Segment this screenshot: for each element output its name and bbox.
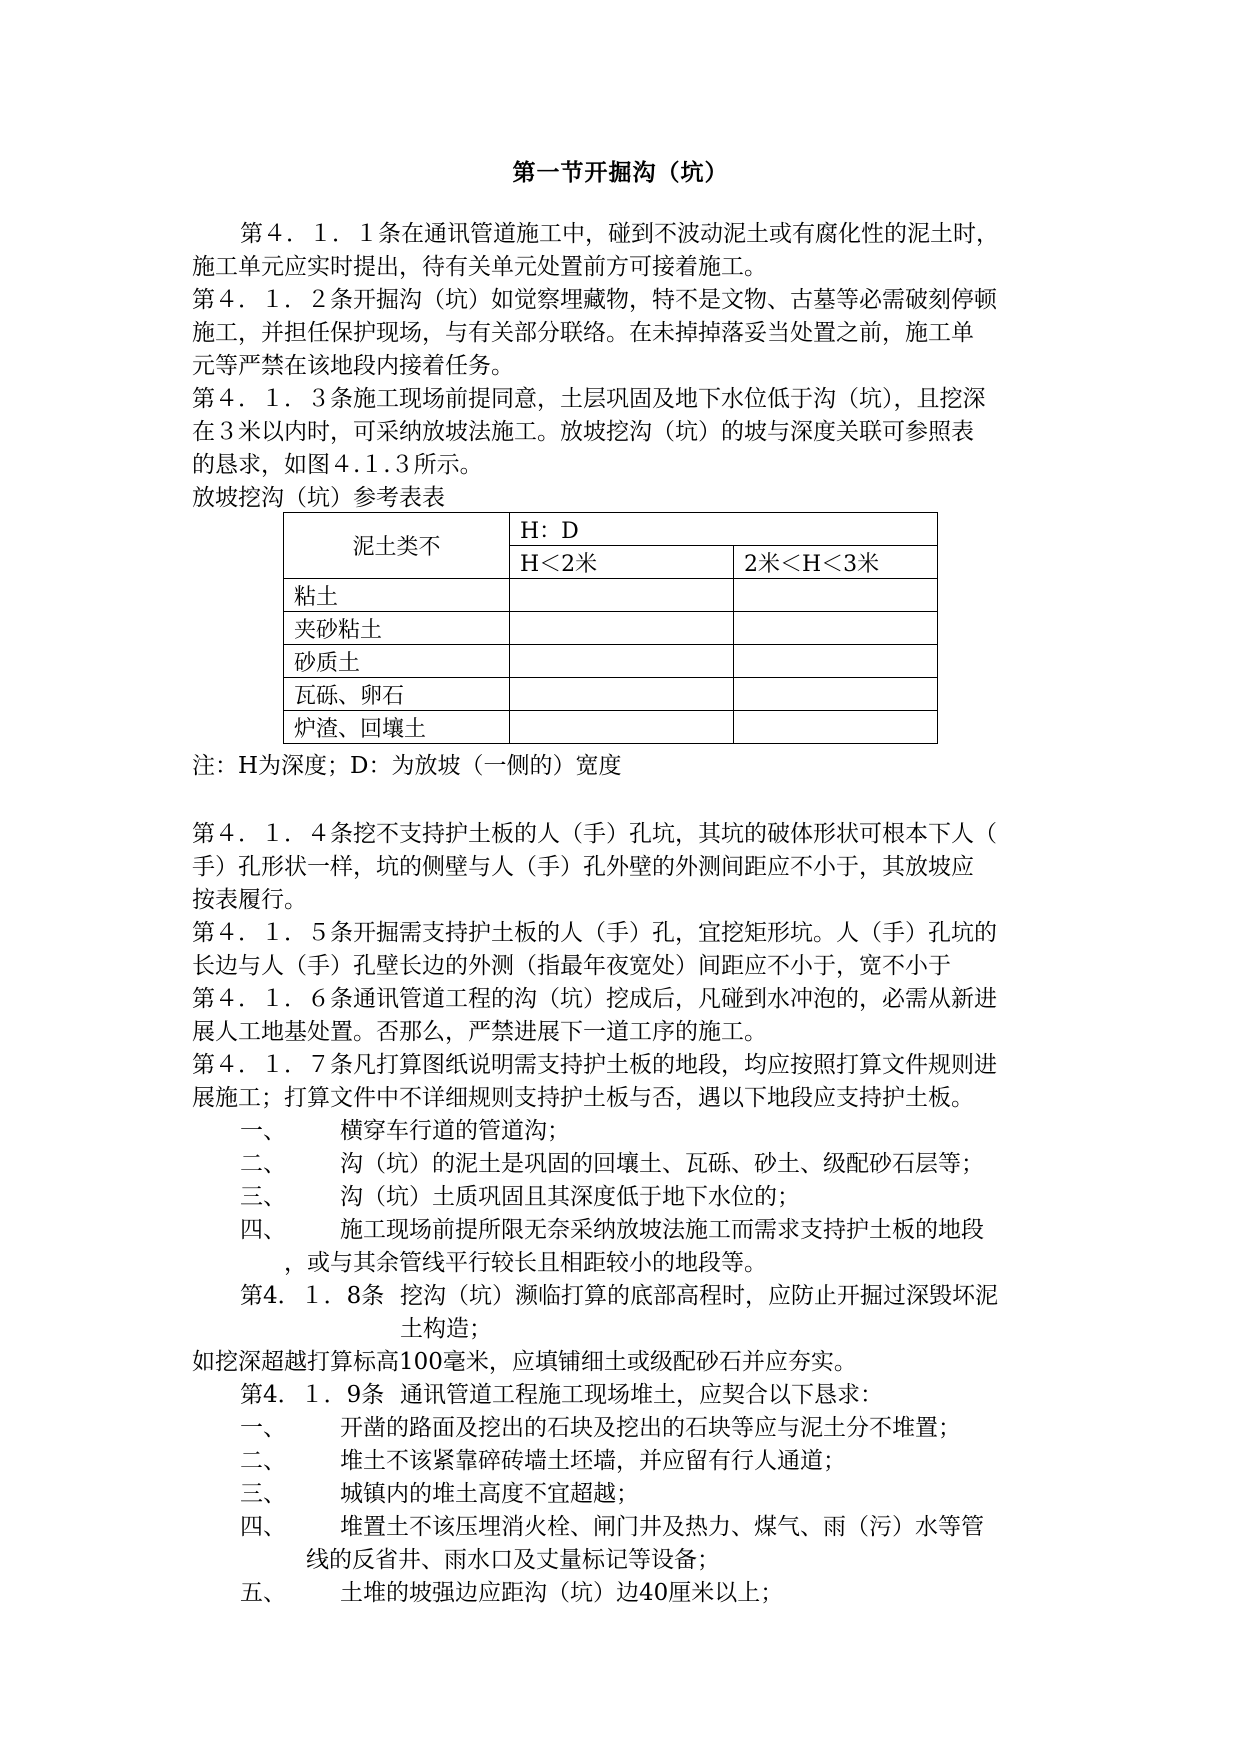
table-row xyxy=(284,645,938,678)
table-note: 注：H为深度；D：为放坡（一侧的）宽度 xyxy=(192,753,622,779)
table-header-cell: 泥土类不 xyxy=(284,513,510,579)
paragraph-line: 第４．１．４条挖不支持护土板的人（手）孔坑，其坑的破体形状可根本下人（ xyxy=(192,821,997,847)
list-number: 二、 xyxy=(240,1151,286,1177)
article-number: 第4．１．9条 xyxy=(240,1382,385,1408)
list-number: 四、 xyxy=(240,1217,286,1243)
paragraph-line: 第４．１．３条施工现场前提同意，土层巩固及地下水位低于沟（坑），且挖深 xyxy=(192,386,986,412)
list-number: 三、 xyxy=(240,1184,286,1210)
list-number: 五、 xyxy=(240,1580,286,1606)
table-cell xyxy=(734,612,938,645)
article-text: 土构造； xyxy=(400,1316,492,1342)
table-cell xyxy=(734,678,938,711)
table-cell xyxy=(510,612,734,645)
table-cell xyxy=(734,579,938,612)
list-number: 二、 xyxy=(240,1448,286,1474)
list-item: 沟（坑）的泥土是巩固的回壤土、瓦砾、砂土、级配砂石层等； xyxy=(340,1151,984,1177)
table-header-row xyxy=(284,513,938,546)
paragraph-line: 元等严禁在该地段内接着任务。 xyxy=(192,353,514,379)
paragraph-line: 第４．１．２条开掘沟（坑）如觉察埋藏物，特不是文物、古墓等必需破刻停顿 xyxy=(192,287,997,313)
paragraph-line: 第４．１．５条开掘需支持护土板的人（手）孔，宜挖矩形坑。人（手）孔坑的 xyxy=(192,920,997,946)
table-cell xyxy=(734,645,938,678)
table-cell: 夹砂粘土 xyxy=(284,612,510,645)
paragraph-line: 在３米以内时，可采纳放坡法施工。放坡挖沟（坑）的坡与深度关联可参照表 xyxy=(192,419,974,445)
list-item: 堆置土不该压埋消火栓、闸门井及热力、煤气、雨（污）水等管 xyxy=(340,1514,984,1540)
list-item: 城镇内的堆土高度不宜超越； xyxy=(340,1481,639,1507)
paragraph-line: 施工单元应实时提出，待有关单元处置前方可接着施工。 xyxy=(192,254,767,280)
table-cell xyxy=(510,678,734,711)
paragraph-line: 展人工地基处置。否那么，严禁进展下一道工序的施工。 xyxy=(192,1019,767,1045)
table-cell: 瓦砾、卵石 xyxy=(284,678,510,711)
table-cell xyxy=(510,711,734,744)
table-header-cell: H＜2米 xyxy=(510,546,734,579)
paragraph-line: 如挖深超越打算标高100毫米，应填铺细土或级配砂石并应夯实。 xyxy=(192,1349,857,1375)
list-item-continuation: 线的反省井、雨水口及丈量标记等设备； xyxy=(306,1547,720,1573)
paragraph-line: 展施工；打算文件中不详细规则支持护土板与否，遇以下地段应支持护土板。 xyxy=(192,1085,974,1111)
table-cell xyxy=(510,645,734,678)
page-title: 第一节开掘沟（坑） xyxy=(512,159,729,186)
paragraph-line: 施工，并担任保护现场，与有关部分联络。在未掉掉落妥当处置之前，施工单 xyxy=(192,320,974,346)
paragraph-line: 按表履行。 xyxy=(192,887,307,913)
table-header-cell: 2米＜H＜3米 xyxy=(734,546,938,579)
list-item: 开凿的路面及挖出的石块及挖出的石块等应与泥土分不堆置； xyxy=(340,1415,961,1441)
list-item: 横穿车行道的管道沟； xyxy=(340,1118,570,1144)
table-caption: 放坡挖沟（坑）参考表表 xyxy=(192,485,445,511)
list-item: 施工现场前提所限无奈采纳放坡法施工而需求支持护土板的地段 xyxy=(340,1217,984,1243)
paragraph-line: 第４．１．７条凡打算图纸说明需支持护土板的地段，均应按照打算文件规则进 xyxy=(192,1052,997,1078)
list-item: 沟（坑）土质巩固且其深度低于地下水位的； xyxy=(340,1184,800,1210)
paragraph-line: 的恳求，如图４.１.３所示。 xyxy=(192,452,483,478)
table-cell: 粘土 xyxy=(284,579,510,612)
list-number: 一、 xyxy=(240,1118,286,1144)
table-header-cell: H：D xyxy=(510,513,938,546)
paragraph-line: 第４．１．６条通讯管道工程的沟（坑）挖成后，凡碰到水冲泡的，必需从新进 xyxy=(192,986,997,1012)
paragraph-line: 第４．１．１条在通讯管道施工中，碰到不波动泥土或有腐化性的泥土时， xyxy=(240,221,999,247)
article-text: 通讯管道工程施工现场堆土，应契合以下恳求： xyxy=(400,1382,883,1408)
article-text: 挖沟（坑）濒临打算的底部高程时，应防止开掘过深毁坏泥 xyxy=(400,1283,998,1309)
table-cell: 炉渣、回壤土 xyxy=(284,711,510,744)
paragraph-line: 手）孔形状一样，坑的侧壁与人（手）孔外壁的外测间距应不小于，其放坡应 xyxy=(192,854,974,880)
list-number: 四、 xyxy=(240,1514,286,1540)
list-number: 三、 xyxy=(240,1481,286,1507)
table-row xyxy=(284,612,938,645)
list-number: 一、 xyxy=(240,1415,286,1441)
table-row xyxy=(284,678,938,711)
list-item: 堆土不该紧靠碎砖墙土坯墙，并应留有行人通道； xyxy=(340,1448,846,1474)
table-row xyxy=(284,711,938,744)
list-item: 土堆的坡强边应距沟（坑）边40厘米以上； xyxy=(340,1580,784,1606)
table-row xyxy=(284,579,938,612)
list-item-continuation: ，或与其余管线平行较长且相距较小的地段等。 xyxy=(284,1250,767,1276)
table-cell: 砂质土 xyxy=(284,645,510,678)
article-number: 第4．１．8条 xyxy=(240,1283,385,1309)
table-cell xyxy=(734,711,938,744)
table-cell xyxy=(510,579,734,612)
slope-table xyxy=(283,512,938,744)
paragraph-line: 长边与人（手）孔壁长边的外测（指最年夜宽处）间距应不小于，宽不小于 xyxy=(192,953,951,979)
